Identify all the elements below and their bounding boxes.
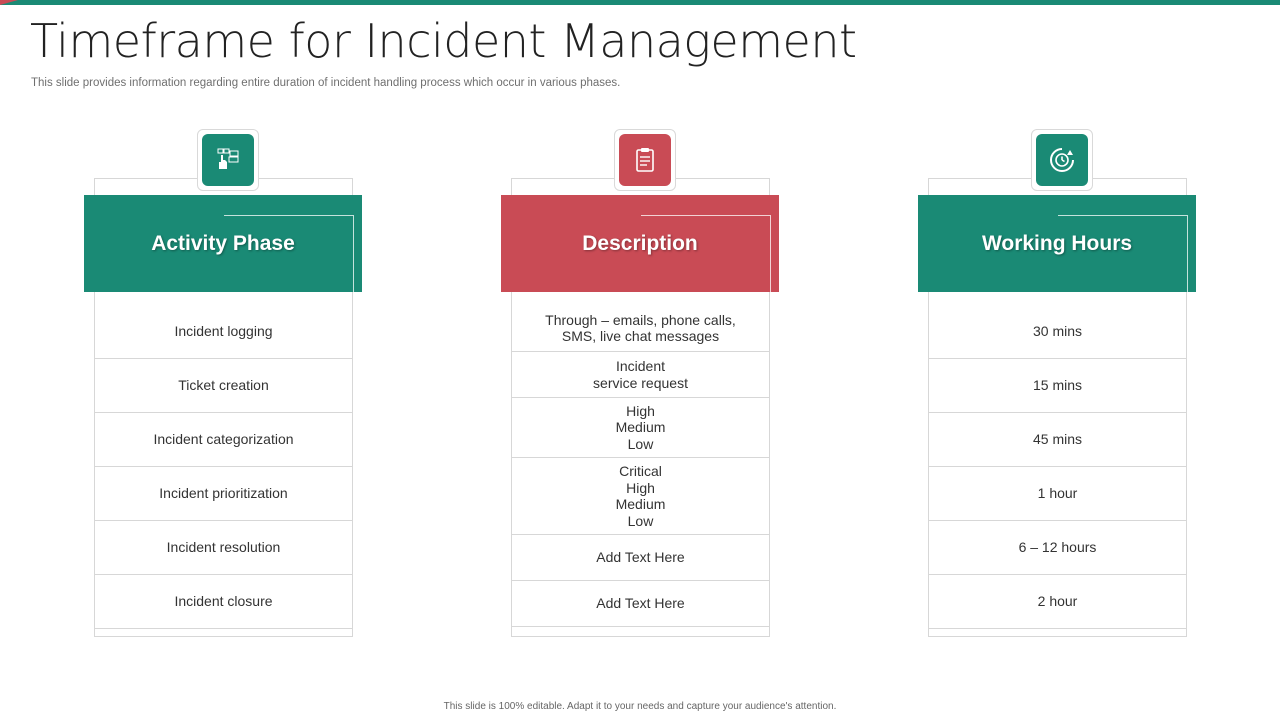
table-row: [94, 305, 353, 359]
cell-text: Add Text Here: [596, 549, 685, 566]
clock-timer-icon: [1036, 134, 1088, 186]
top-accent-corner: [0, 0, 18, 5]
cell-text: Incident prioritization: [159, 485, 288, 502]
working-hours-column: [918, 129, 1196, 639]
slide-subtitle: This slide provides information regarding entire duration of incident handling process which occur in various phases.: [31, 77, 621, 89]
cell-text: Incident categorization: [153, 431, 294, 448]
cell-text: Through – emails, phone calls, SMS, live chat messages: [545, 311, 736, 344]
table-row: [928, 305, 1187, 359]
cell-text: Incident service request: [593, 358, 688, 391]
cell-text: Critical High Medium Low: [615, 463, 666, 529]
description-header: [501, 195, 779, 292]
cell-text: Ticket creation: [178, 377, 269, 394]
cell-text: 2 hour: [1037, 593, 1078, 610]
table-row: [928, 575, 1187, 629]
table-row: [928, 359, 1187, 413]
table-row: [511, 535, 770, 581]
table-row: [511, 352, 770, 398]
icon-frame: [614, 129, 676, 191]
cell-text: High Medium Low: [615, 402, 666, 452]
table-row: [94, 521, 353, 575]
working-hours-rows: [928, 305, 1187, 629]
cell-text: 1 hour: [1037, 485, 1078, 502]
working-hours-header: [918, 195, 1196, 292]
clipboard-icon: [619, 134, 671, 186]
table-row: [94, 575, 353, 629]
description-column: [501, 129, 779, 639]
table-row: [511, 581, 770, 627]
activity-phase-rows: [94, 305, 353, 629]
table-row: [928, 467, 1187, 521]
top-accent-bar: [0, 0, 1280, 5]
cell-text: Incident closure: [174, 593, 273, 610]
slide-footer: This slide is 100% editable. Adapt it to your needs and capture your audience's attention.: [443, 701, 837, 712]
table-row: [94, 359, 353, 413]
cell-text: 30 mins: [1032, 323, 1083, 340]
hand-pointing-icon: [202, 134, 254, 186]
table-row: [511, 398, 770, 458]
table-row: [928, 521, 1187, 575]
table-row: [511, 458, 770, 535]
table-row: [94, 413, 353, 467]
header-label: Description: [582, 231, 698, 255]
table-row: [94, 467, 353, 521]
cell-text: 15 mins: [1032, 377, 1083, 394]
header-label: Working Hours: [981, 231, 1133, 255]
icon-frame: [1031, 129, 1093, 191]
cell-text: Incident resolution: [166, 539, 281, 556]
description-rows: [511, 305, 770, 627]
cell-text: Incident logging: [174, 323, 273, 340]
cell-text: Add Text Here: [596, 595, 685, 612]
cell-text: 45 mins: [1032, 431, 1083, 448]
slide-title: Timeframe for Incident Management: [30, 14, 857, 68]
table-row: [511, 305, 770, 352]
header-label: Activity Phase: [151, 231, 295, 255]
cell-text: 6 – 12 hours: [1018, 539, 1097, 556]
activity-phase-header: [84, 195, 362, 292]
icon-frame: [197, 129, 259, 191]
activity-phase-column: [84, 129, 362, 639]
table-row: [928, 413, 1187, 467]
